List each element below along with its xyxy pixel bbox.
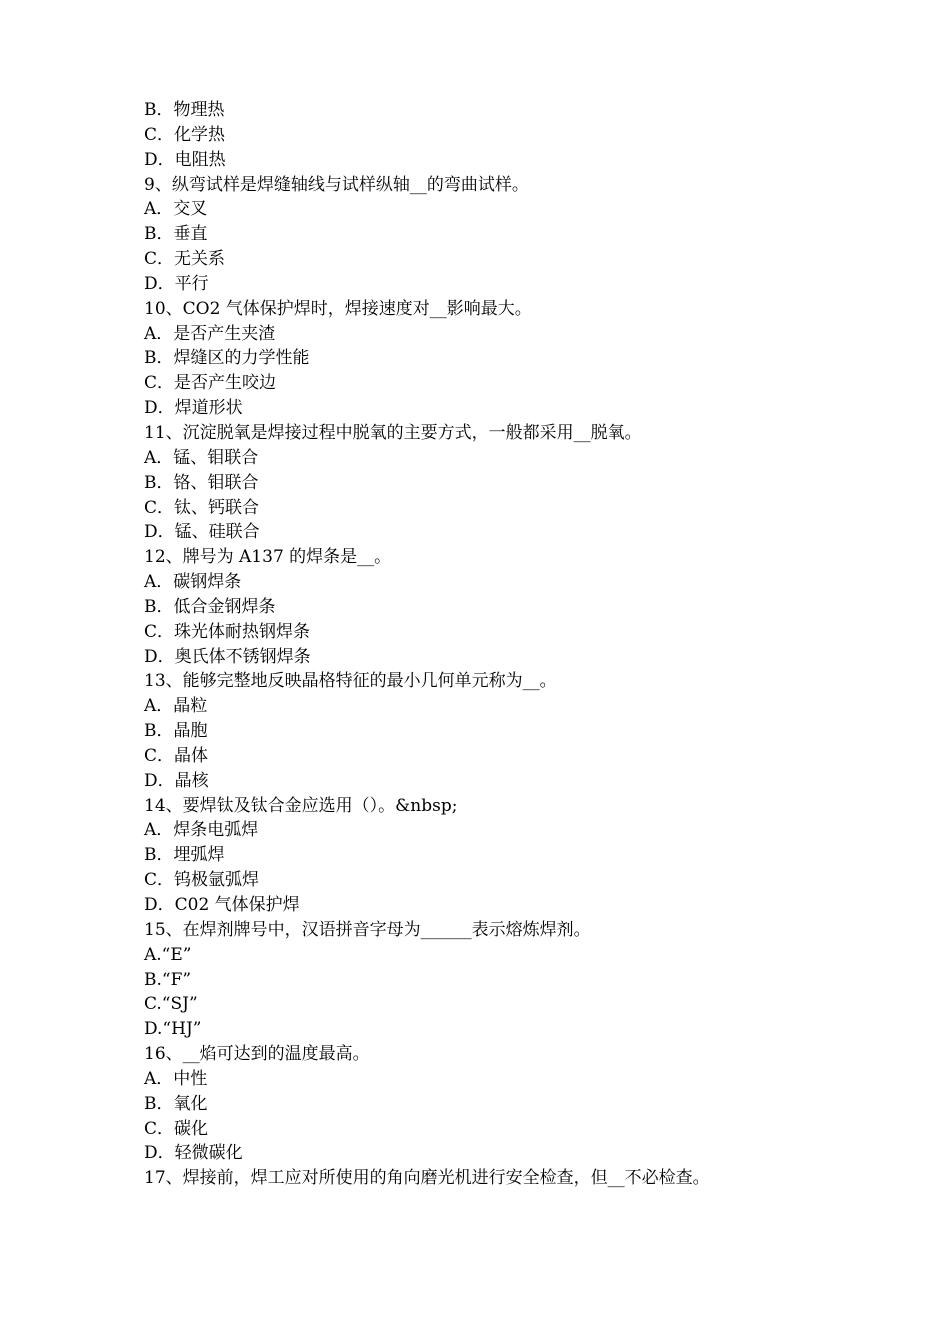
question-line: 10、CO2 气体保护焊时，焊接速度对__影响最大。: [144, 298, 532, 319]
option-line: C．是否产生咬边: [144, 373, 277, 394]
option-line: B．铬、钼联合: [144, 472, 259, 493]
option-line: C．化学热: [144, 124, 226, 145]
option-line: C．珠光体耐热钢焊条: [144, 621, 311, 642]
option-line: B．焊缝区的力学性能: [144, 348, 310, 369]
option-line: B．氧化: [144, 1093, 208, 1114]
option-line: D．C02 气体保护焊: [144, 895, 300, 915]
option-line: A．锰、钼联合: [144, 447, 259, 468]
option-line: B．低合金钢焊条: [144, 596, 276, 617]
question-line: 12、牌号为 A137 的焊条是__。: [144, 547, 392, 568]
option-line: C．钨极氩弧焊: [144, 870, 260, 891]
option-line: B．晶胞: [144, 721, 208, 742]
question-line: 15、在焊剂牌号中，汉语拼音字母为______表示熔炼焊剂。: [144, 919, 591, 940]
question-list: [144, 98, 824, 1191]
option-line: C．钛、钙联合: [144, 497, 260, 518]
option-line: C．晶体: [144, 745, 209, 766]
option-line: A．碳钢焊条: [144, 572, 242, 593]
option-line: B．垂直: [144, 224, 208, 245]
option-line: D．晶核: [144, 770, 209, 791]
question-line: 14、要焊钛及钛合金应选用（）。&nbsp;: [144, 795, 458, 816]
option-line: C.“SJ”: [144, 994, 198, 1015]
option-line: D．锰、硅联合: [144, 522, 260, 543]
option-line: A．交叉: [144, 199, 208, 220]
question-line: 9、纵弯试样是焊缝轴线与试样纵轴__的弯曲试样。: [144, 174, 529, 195]
option-line: A.“E”: [144, 944, 192, 965]
option-line: B.“F”: [144, 969, 192, 990]
question-line: 11、沉淀脱氧是焊接过程中脱氧的主要方式，一般都采用__脱氧。: [144, 422, 642, 443]
option-line: D．焊道形状: [144, 398, 243, 419]
option-line: D.“HJ”: [144, 1019, 202, 1040]
option-line: A．焊条电弧焊: [144, 820, 259, 841]
option-line: A．晶粒: [144, 696, 208, 717]
question-line: 13、能够完整地反映晶格特征的最小几何单元称为__。: [144, 671, 557, 692]
question-line: 17、焊接前，焊工应对所使用的角向磨光机进行安全检查，但__不必检查。: [144, 1168, 710, 1189]
option-line: C．碳化: [144, 1118, 209, 1139]
option-line: A．中性: [144, 1068, 208, 1089]
option-line: B．埋弧焊: [144, 845, 225, 866]
question-line: 16、__焰可达到的温度最高。: [144, 1044, 370, 1065]
option-line: D．平行: [144, 273, 209, 294]
option-line: D．轻微碳化: [144, 1143, 243, 1164]
option-line: D．电阻热: [144, 149, 226, 170]
option-line: A．是否产生夹渣: [144, 323, 276, 344]
option-line: D．奥氏体不锈钢焊条: [144, 646, 311, 667]
option-line: C．无关系: [144, 249, 226, 270]
option-line: B．物理热: [144, 100, 225, 120]
